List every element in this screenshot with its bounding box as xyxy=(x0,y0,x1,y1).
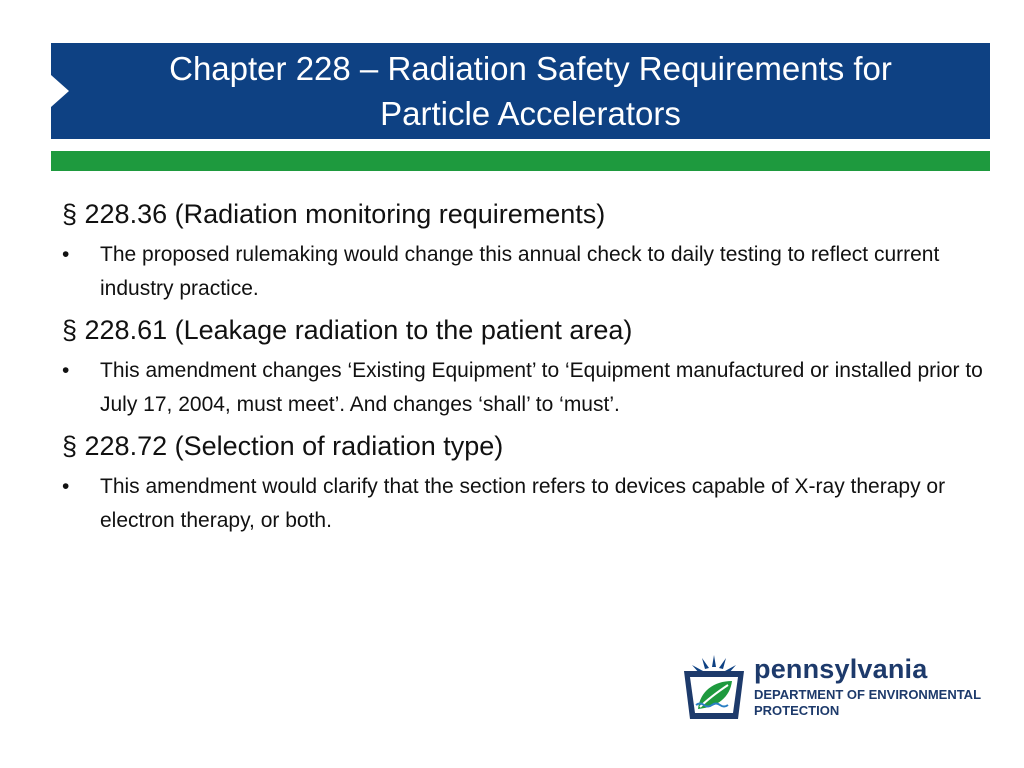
bullet-text: This amendment changes ‘Existing Equipment’ to ‘Equipment manufactured or installed prior to July 17, 2004, must meet’. And changes ‘shall’ to ‘must’. xyxy=(100,359,983,416)
section-heading-228-61: § 228.61 (Leakage radiation to the patient area) xyxy=(62,315,633,345)
bullet-text: This amendment would clarify that the section refers to devices capable of X-ray therapy or electron therapy, or both. xyxy=(100,475,946,532)
section-heading-228-72: § 228.72 (Selection of radiation type) xyxy=(62,431,504,461)
logo-name: pennsylvania xyxy=(754,654,928,684)
bullet-item xyxy=(62,470,992,538)
pa-dep-logo xyxy=(682,653,982,723)
bullet-text: The proposed rulemaking would change this annual check to daily testing to reflect current industry practice. xyxy=(100,243,940,300)
accent-bar xyxy=(51,151,990,171)
slide-content xyxy=(62,196,992,544)
bullet-item xyxy=(62,354,992,422)
bullet-dot: • xyxy=(62,359,70,382)
bullet-item xyxy=(62,238,992,306)
bullet-dot: • xyxy=(62,475,70,498)
slide-title: Chapter 228 – Radiation Safety Requirements for Particle Accelerators xyxy=(169,50,892,132)
logo-department: DEPARTMENT OF ENVIRONMENTAL PROTECTION xyxy=(754,687,981,718)
section-heading-228-36: § 228.36 (Radiation monitoring requirements) xyxy=(62,199,606,229)
keystone-leaf-icon xyxy=(682,653,746,719)
bullet-dot: • xyxy=(62,243,70,266)
title-bar xyxy=(51,43,990,139)
title-notch xyxy=(51,75,69,107)
